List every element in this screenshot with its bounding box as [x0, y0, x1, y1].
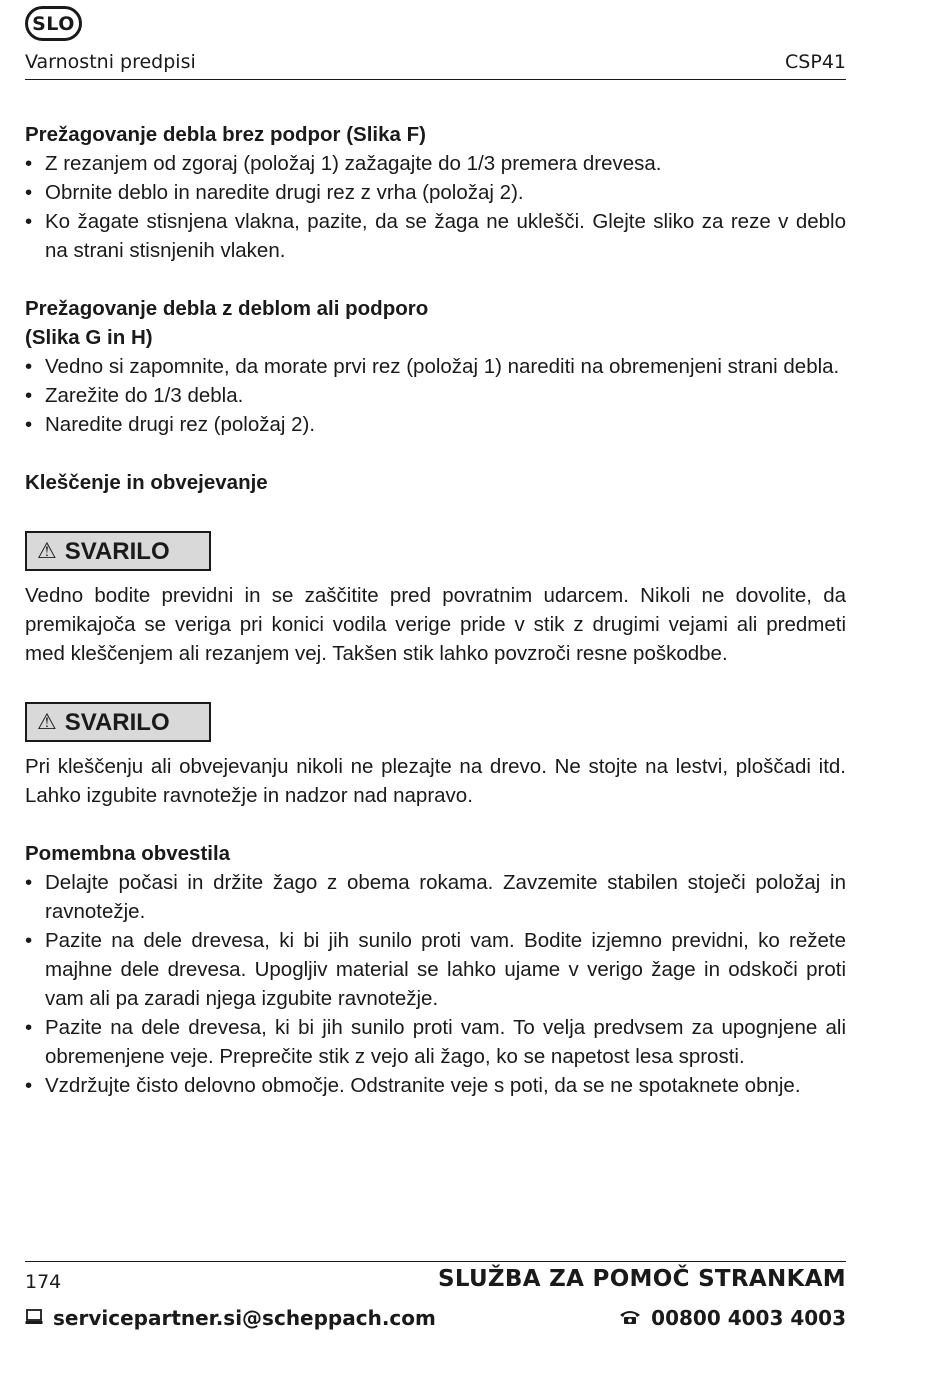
phone-number[interactable]: 00800 4003 4003	[651, 1306, 846, 1330]
warning-label-box	[25, 531, 211, 571]
warning-text: Vedno bodite previdni in se zaščitite pred povratnim udarcem. Nikoli ne dovolite, da premikajoča se veriga pri konici vodila verige pride v stik z drugimi vejami ali predmeti med kleščenjem ali rezanjem vej. Takšen stik lahko povzroči resne poškodbe.	[25, 584, 846, 665]
bullet-list-cutting-supported	[25, 352, 846, 439]
warning-triangle-icon: ⚠	[37, 538, 57, 563]
main-content	[25, 120, 846, 1100]
warning-triangle-icon: ⚠	[37, 709, 57, 734]
list-item: • Vzdržujte čisto delovno območje. Odstranite veje s poti, da se ne spotaknete obnje.	[25, 1071, 846, 1100]
bullet-list-cutting-unsupported	[25, 149, 846, 265]
list-item: • Pazite na dele drevesa, ki bi jih sunilo proti vam. To velja predvsem za upognjene ali obremenjene veje. Preprečite stik z vejo ali žago, ko se napetost lesa sprosti.	[25, 1013, 846, 1071]
phone-contact	[619, 1306, 846, 1330]
telephone-icon	[619, 1306, 641, 1330]
section-heading-important-notes: Pomembna obvestila	[25, 842, 231, 865]
computer-icon	[25, 1306, 43, 1330]
list-item: • Ko žagate stisnjena vlakna, pazite, da se žaga ne uklešči. Glejte sliko za reze v deblo na strani stisnjenih vlaken.	[25, 207, 846, 265]
list-item: • Z rezanjem od zgoraj (položaj 1) zažagajte do 1/3 premera drevesa.	[25, 149, 846, 178]
document-page	[25, 0, 846, 1374]
list-item: • Delajte počasi in držite žago z obema rokama. Zavzemite stabilen stoječi položaj in ravnotežje.	[25, 868, 846, 926]
language-badge: SLO	[25, 6, 82, 41]
warning-text: Pri kleščenju ali obvejevanju nikoli ne plezajte na drevo. Ne stojte na lestvi, ploščadi itd. Lahko izgubite ravnotežje in nadzor nad napravo.	[25, 755, 846, 807]
section-heading-cutting-supported: Prežagovanje debla z deblom ali podporo	[25, 297, 429, 320]
section-heading-limbing: Kleščenje in obvejevanje	[25, 471, 268, 494]
list-item: • Vedno si zapomnite, da morate prvi rez (položaj 1) narediti na obremenjeni strani debla.	[25, 352, 846, 381]
section-heading-cutting-unsupported: Prežagovanje debla brez podpor (Slika F)	[25, 123, 426, 146]
warning-label: SVARILO	[64, 537, 170, 565]
bullet-list-important-notes	[25, 868, 846, 1100]
email-contact	[25, 1306, 436, 1330]
header-divider	[25, 79, 846, 80]
model-number: CSP41	[785, 51, 846, 73]
page-number: 174	[25, 1271, 62, 1293]
list-item: • Naredite drugi rez (položaj 2).	[25, 410, 846, 439]
section-heading-cutting-supported-figure: (Slika G in H)	[25, 326, 153, 349]
warning-label: SVARILO	[64, 708, 170, 736]
customer-service-title: SLUŽBA ZA POMOČ STRANKAM	[437, 1266, 846, 1292]
footer-divider	[25, 1261, 846, 1262]
warning-label-box	[25, 702, 211, 742]
list-item: • Zarežite do 1/3 debla.	[25, 381, 846, 410]
email-address[interactable]: servicepartner.si@scheppach.com	[53, 1306, 436, 1330]
section-title: Varnostni predpisi	[25, 51, 196, 73]
list-item: • Pazite na dele drevesa, ki bi jih sunilo proti vam. Bodite izjemno previdni, ko režete majhne dele drevesa. Upogljiv material se lahko ujame v verigo žage in odskoči proti vam ali pa zaradi njega izgubite ravnotežje.	[25, 926, 846, 1013]
list-item: • Obrnite deblo in naredite drugi rez z vrha (položaj 2).	[25, 178, 846, 207]
